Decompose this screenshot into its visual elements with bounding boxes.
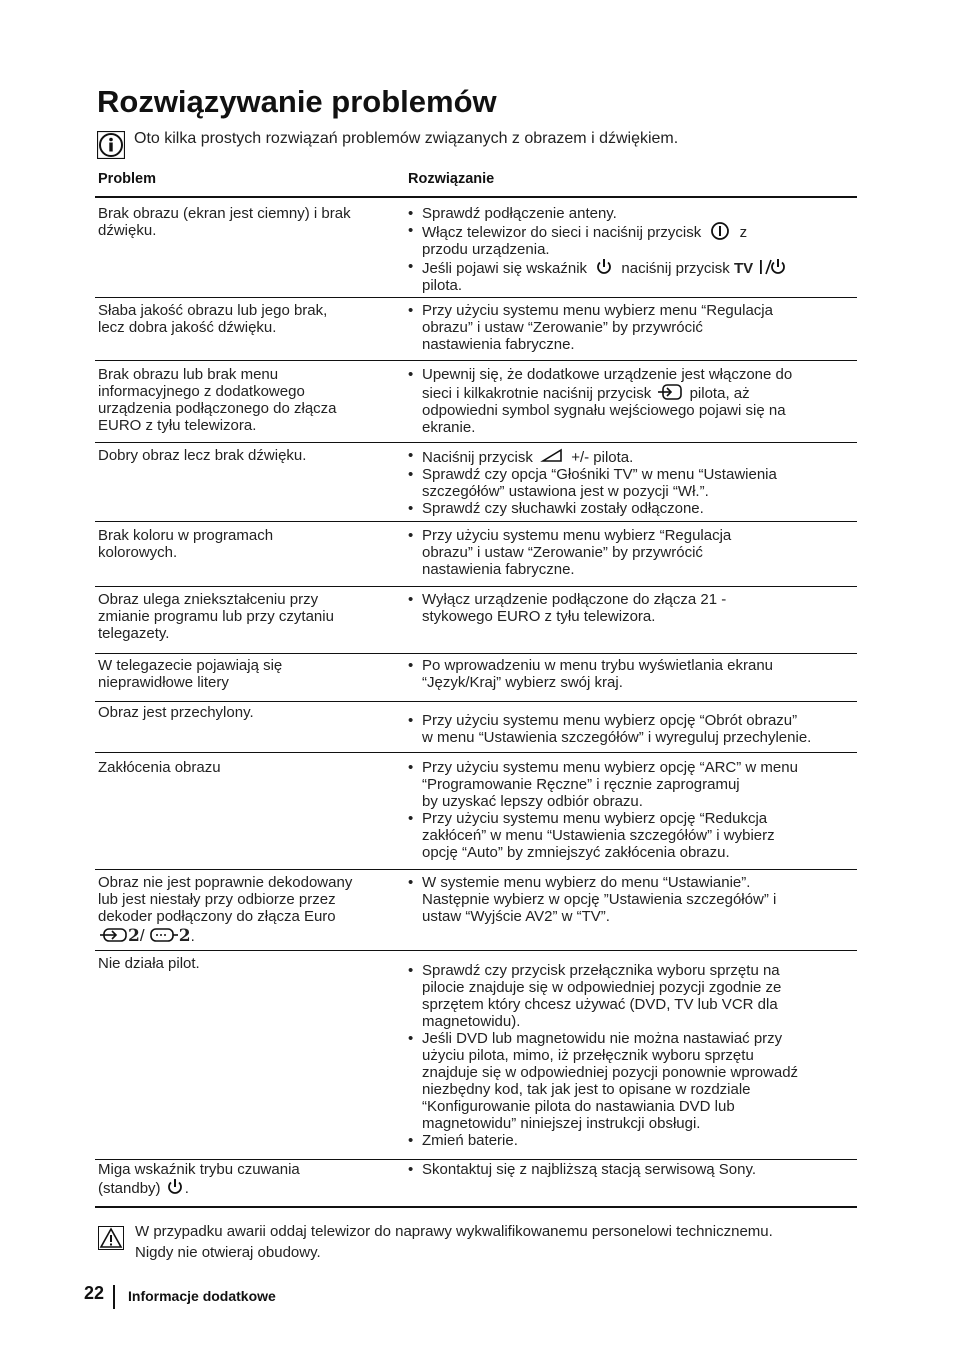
list-item: • Zmień baterie. bbox=[408, 1132, 860, 1149]
info-icon bbox=[97, 131, 125, 159]
problem-text: W telegazecie pojawiają się nieprawidłowe litery bbox=[98, 657, 283, 691]
list-item: • Naciśnij przycisk +/- pilota. bbox=[408, 447, 860, 466]
problem-text: Brak koloru w programach kolorowych. bbox=[98, 527, 274, 561]
table-bottom-divider bbox=[95, 1206, 857, 1208]
row-divider bbox=[95, 586, 857, 587]
row-divider bbox=[95, 752, 857, 753]
list-item: • Sprawdź czy słuchawki zostały odłączone. bbox=[408, 500, 860, 517]
warning-icon bbox=[98, 1226, 124, 1250]
solution-list bbox=[408, 447, 860, 517]
solution-list bbox=[408, 657, 860, 691]
solution-list bbox=[408, 874, 860, 925]
problem-text: Nie działa pilot. bbox=[98, 955, 200, 972]
scart-input-icon bbox=[98, 926, 128, 944]
intro-text: Oto kilka prostych rozwiązań problemów związanych z obrazem i dźwiękiem. bbox=[134, 130, 679, 147]
solution-list bbox=[408, 962, 860, 1149]
list-item: • Skontaktuj się z najbliższą stacją serwisową Sony. bbox=[408, 1161, 860, 1178]
row-divider bbox=[95, 521, 857, 522]
row-divider bbox=[95, 701, 857, 702]
problem-text: Obraz nie jest poprawnie dekodowany lub jest niestały przy odbiorze przez dekoder podłączony do złącza Euro 2/ 2. bbox=[98, 874, 353, 946]
problem-text: Obraz ulega zniekształceniu przy zmianie programu lub przy czytaniu telegazety. bbox=[98, 591, 334, 642]
list-item: • Przy użyciu systemu menu wybierz opcję “ARC” w menu “Programowanie Ręczne” i ręcznie zaprogramuj by uzyskać lepszy odbiór obrazu. bbox=[408, 759, 860, 810]
list-item: • Sprawdź podłączenie anteny. bbox=[408, 205, 860, 222]
problem-text: Dobry obraz lecz brak dźwięku. bbox=[98, 447, 307, 464]
list-item: • Sprawdź czy przycisk przełącznika wyboru sprzętu na pilocie znajduje się w odpowiedniej pozycji zgodnie ze sprzętem który chcesz używać (DVD, TV lub VCR dla magnetowidu). bbox=[408, 962, 860, 1030]
column-header-problem: Problem bbox=[98, 171, 157, 187]
list-item: • Sprawdź czy opcja “Głośniki TV” w menu “Ustawienia szczegółów” ustawiona jest w pozycji “Wł.”. bbox=[408, 466, 860, 500]
list-item: • Jeśli pojawi się wskaźnik naciśnij przycisk TV pilota. bbox=[408, 258, 860, 294]
list-item: • W systemie menu wybierz do menu “Ustawianie”. Następnie wybierz w opcję ”Ustawienia szczegółów” i ustaw “Wyjście AV2” w “TV”. bbox=[408, 874, 860, 925]
warning-text: W przypadku awarii oddaj telewizor do naprawy wykwalifikowanemu personelowi technicznemu. Nigdy nie otwieraj obudowy. bbox=[135, 1223, 773, 1261]
page-title: Rozwiązywanie problemów bbox=[97, 84, 497, 119]
row-divider bbox=[95, 360, 857, 361]
list-item: • Upewnij się, że dodatkowe urządzenie jest włączone do sieci i kilkakrotnie naciśnij przycisk pilota, aż odpowiedni symbol sygnału wejściowego pojawi się na ekranie. bbox=[408, 366, 860, 436]
row-divider bbox=[95, 297, 857, 298]
list-item: • Jeśli DVD lub magnetowidu nie można nastawiać przy użyciu pilota, mimo, iż przełęcznik wyboru sprzętu znajduje się w odpowiedniej pozycji ponownie wprowadź niezbędny kod, tak jak jest to opisane w rozdziale “Konfigurowanie pilota do nastawiania DVD lub magnetowidu” niniejszej instrukcji obsługi. bbox=[408, 1030, 860, 1132]
row-divider bbox=[95, 442, 857, 443]
volume-icon bbox=[537, 447, 567, 465]
row-divider bbox=[95, 653, 857, 654]
problem-text: Obraz jest przechylony. bbox=[98, 704, 254, 721]
scart-output-icon bbox=[149, 926, 179, 944]
row-divider bbox=[95, 1159, 857, 1160]
row-divider bbox=[95, 869, 857, 870]
solution-list bbox=[408, 366, 860, 436]
solution-list bbox=[408, 712, 860, 746]
solution-list bbox=[408, 527, 860, 578]
problem-text: Miga wskaźnik trybu czuwania (standby) . bbox=[98, 1161, 300, 1197]
power-button-icon bbox=[705, 222, 735, 240]
solution-list bbox=[408, 1161, 860, 1178]
header-divider bbox=[95, 196, 857, 198]
problem-text: Słaba jakość obrazu lub jego brak, lecz dobra jakość dźwięku. bbox=[98, 302, 328, 336]
tv-standby-icon bbox=[757, 258, 787, 276]
list-item: • Wyłącz urządzenie podłączone do złącza 21 - stykowego EURO z tyłu telewizora. bbox=[408, 591, 860, 625]
standby-icon bbox=[165, 1178, 185, 1196]
list-item: • Przy użyciu systemu menu wybierz opcję “Redukcja zakłóceń” w menu “Ustawienia szczegółów” i wybierz opcję “Auto” by zmniejszyć zakłócenia obrazu. bbox=[408, 810, 860, 861]
solution-list bbox=[408, 302, 860, 353]
input-select-icon bbox=[655, 383, 685, 401]
solution-list bbox=[408, 759, 860, 861]
row-divider bbox=[95, 950, 857, 951]
section-name: Informacje dodatkowe bbox=[128, 1288, 276, 1304]
solution-list bbox=[408, 205, 860, 294]
problem-text: Zakłócenia obrazu bbox=[98, 759, 221, 776]
list-item: • Przy użyciu systemu menu wybierz “Regulacja obrazu” i ustaw “Zerowanie” by przywrócić nastawienia fabryczne. bbox=[408, 527, 860, 578]
column-header-solution: Rozwiązanie bbox=[408, 171, 495, 187]
problem-text: Brak obrazu (ekran jest ciemny) i brak dźwięku. bbox=[98, 205, 351, 239]
list-item: • Przy użyciu systemu menu wybierz menu “Regulacja obrazu” i ustaw “Zerowanie” by przywrócić nastawienia fabryczne. bbox=[408, 302, 860, 353]
list-item: • Włącz telewizor do sieci i naciśnij przycisk z przodu urządzenia. bbox=[408, 222, 860, 258]
page-number: 22 bbox=[84, 1283, 105, 1303]
footer-divider bbox=[113, 1285, 115, 1309]
standby-icon bbox=[591, 258, 617, 276]
solution-list bbox=[408, 591, 860, 625]
list-item: • Po wprowadzeniu w menu trybu wyświetlania ekranu “Język/Kraj” wybierz swój kraj. bbox=[408, 657, 860, 691]
problem-text: Brak obrazu lub brak menu informacyjnego z dodatkowego urządzenia podłączonego do złącza EURO z tyłu telewizora. bbox=[98, 366, 337, 434]
list-item: • Przy użyciu systemu menu wybierz opcję “Obrót obrazu” w menu “Ustawienia szczegółów” i wyreguluj przechylenie. bbox=[408, 712, 860, 746]
